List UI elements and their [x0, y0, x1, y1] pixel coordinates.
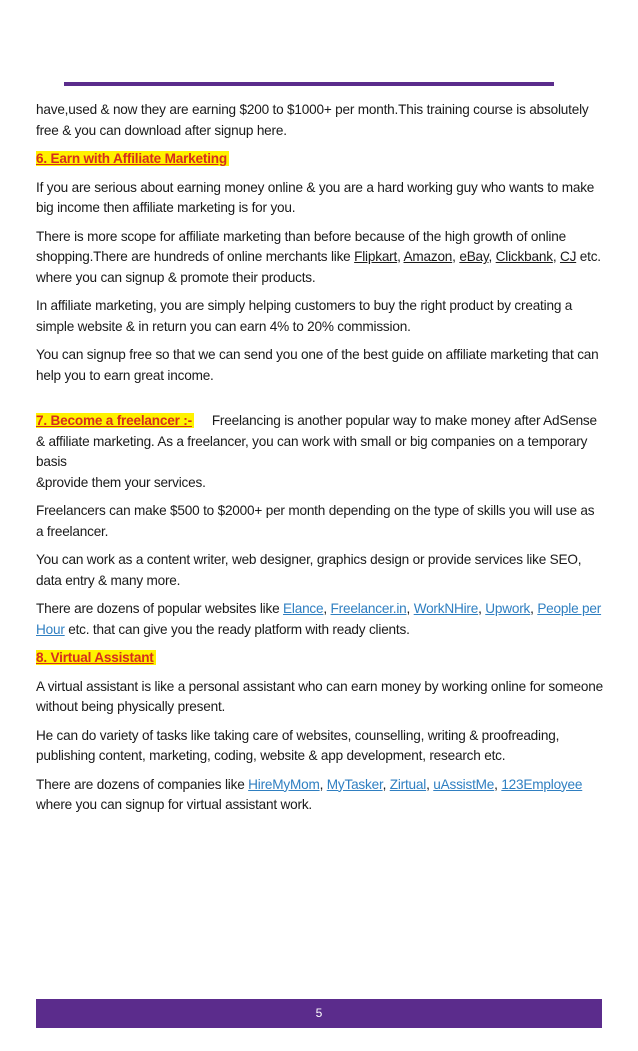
link-amazon[interactable]: Amazon: [403, 249, 453, 264]
link-ebay[interactable]: eBay: [459, 249, 489, 264]
section-6-heading-line: [36, 149, 604, 170]
link-uassistme[interactable]: uAssistMe: [433, 776, 495, 792]
link-zirtual[interactable]: Zirtual: [389, 776, 427, 792]
section-6-p2-end: etc. where you can signup & promote their products.: [36, 249, 601, 285]
link-clickbank[interactable]: Clickbank: [495, 249, 553, 264]
section-spacer: [36, 394, 604, 411]
section-6-paragraph-3: In affiliate marketing, you are simply helping customers to buy the right product by creating a simple website & in return you can earn 4% to 20% commission.: [36, 298, 573, 334]
section-8-p3-start: There are dozens of companies like: [36, 776, 249, 792]
link-elance[interactable]: Elance: [283, 601, 324, 616]
link-people-per-hour[interactable]: People per Hour: [36, 601, 602, 637]
page-number: 5: [315, 1006, 323, 1020]
section-6-paragraph-1: If you are serious about earning money online & you are a hard working guy who wants to make big income then affiliate marketing is for you.: [36, 179, 595, 215]
section-8-paragraph-3: There are dozens of companies like HireMyMom, MyTasker, Zirtual, uAssistMe, 123Employee where you can signup for virtual assistant work.: [36, 776, 583, 812]
section-6-paragraph-4: You can signup free so that we can send you one of the best guide on affiliate marketing that can help you to earn great income.: [36, 347, 599, 383]
link-upwork[interactable]: Upwork: [485, 601, 531, 616]
intro-paragraph: have,used & now they are earning $200 to $1000+ per month.This training course is absolutely free & you can download after signup here.: [36, 102, 589, 138]
section-7-paragraph-2: Freelancers can make $500 to $2000+ per month depending on the type of skills you will use as a freelancer.: [36, 503, 595, 539]
link-flipkart[interactable]: Flipkart: [354, 249, 398, 264]
section-6-heading: 6. Earn with Affiliate Marketing: [36, 151, 227, 166]
section-6-p2-start: There is more scope for affiliate marketing than before because of the high growth of online shopping.There are hundreds of online merchants like: [36, 228, 566, 264]
section-7-paragraph-4: There are dozens of popular websites like Elance, Freelancer.in, WorkNHire, Upwork, People per Hour etc. that can give you the ready platform with ready clients.: [36, 601, 602, 637]
section-7-heading: 7. Become a freelancer :-: [36, 413, 192, 428]
section-7-paragraph-1: [36, 411, 604, 493]
link-hiremymom[interactable]: HireMyMom: [248, 776, 320, 792]
link-worknhire[interactable]: WorkNHire: [413, 601, 479, 616]
header-divider: [64, 82, 554, 86]
link-freelancer-in[interactable]: Freelancer.in: [330, 601, 407, 616]
section-7-p4-end: etc. that can give you the ready platform with ready clients.: [64, 621, 410, 637]
page-footer: [36, 999, 602, 1028]
section-8-heading-line: [36, 648, 604, 669]
link-123employee[interactable]: 123Employee: [501, 776, 583, 792]
section-8-p3-end: where you can signup for virtual assistant work.: [36, 797, 313, 812]
section-8-paragraph-2: He can do variety of tasks like taking care of websites, counselling, writing & proofreading, publishing content, marketing, coding, website & app development, research etc.: [36, 727, 560, 763]
section-6-paragraph-2: There is more scope for affiliate marketing than before because of the high growth of online shopping.There are hundreds of online merchants like Flipkart, Amazon, eBay, Clickbank, CJ etc. where you can signup & promote their products.: [36, 228, 601, 285]
section-7-paragraph-3: You can work as a content writer, web designer, graphics design or provide services like SEO, data entry & many more.: [36, 552, 582, 588]
page-content: [36, 100, 604, 824]
section-8-heading: 8. Virtual Assistant: [36, 650, 154, 665]
section-7-p1-line2: &provide them your services.: [36, 474, 206, 490]
section-8-paragraph-1: A virtual assistant is like a personal assistant who can earn money by working online for someone without being physically present.: [36, 678, 603, 714]
link-mytasker[interactable]: MyTasker: [326, 776, 383, 792]
link-cj[interactable]: CJ: [559, 249, 577, 264]
section-7-p4-start: There are dozens of popular websites like: [36, 601, 284, 616]
section-7-p1-line1: Freelancing is another popular way to make money after AdSense & affiliate marketing. As a freelancer, you can work with small or big companies on a temporary basis: [36, 413, 597, 469]
